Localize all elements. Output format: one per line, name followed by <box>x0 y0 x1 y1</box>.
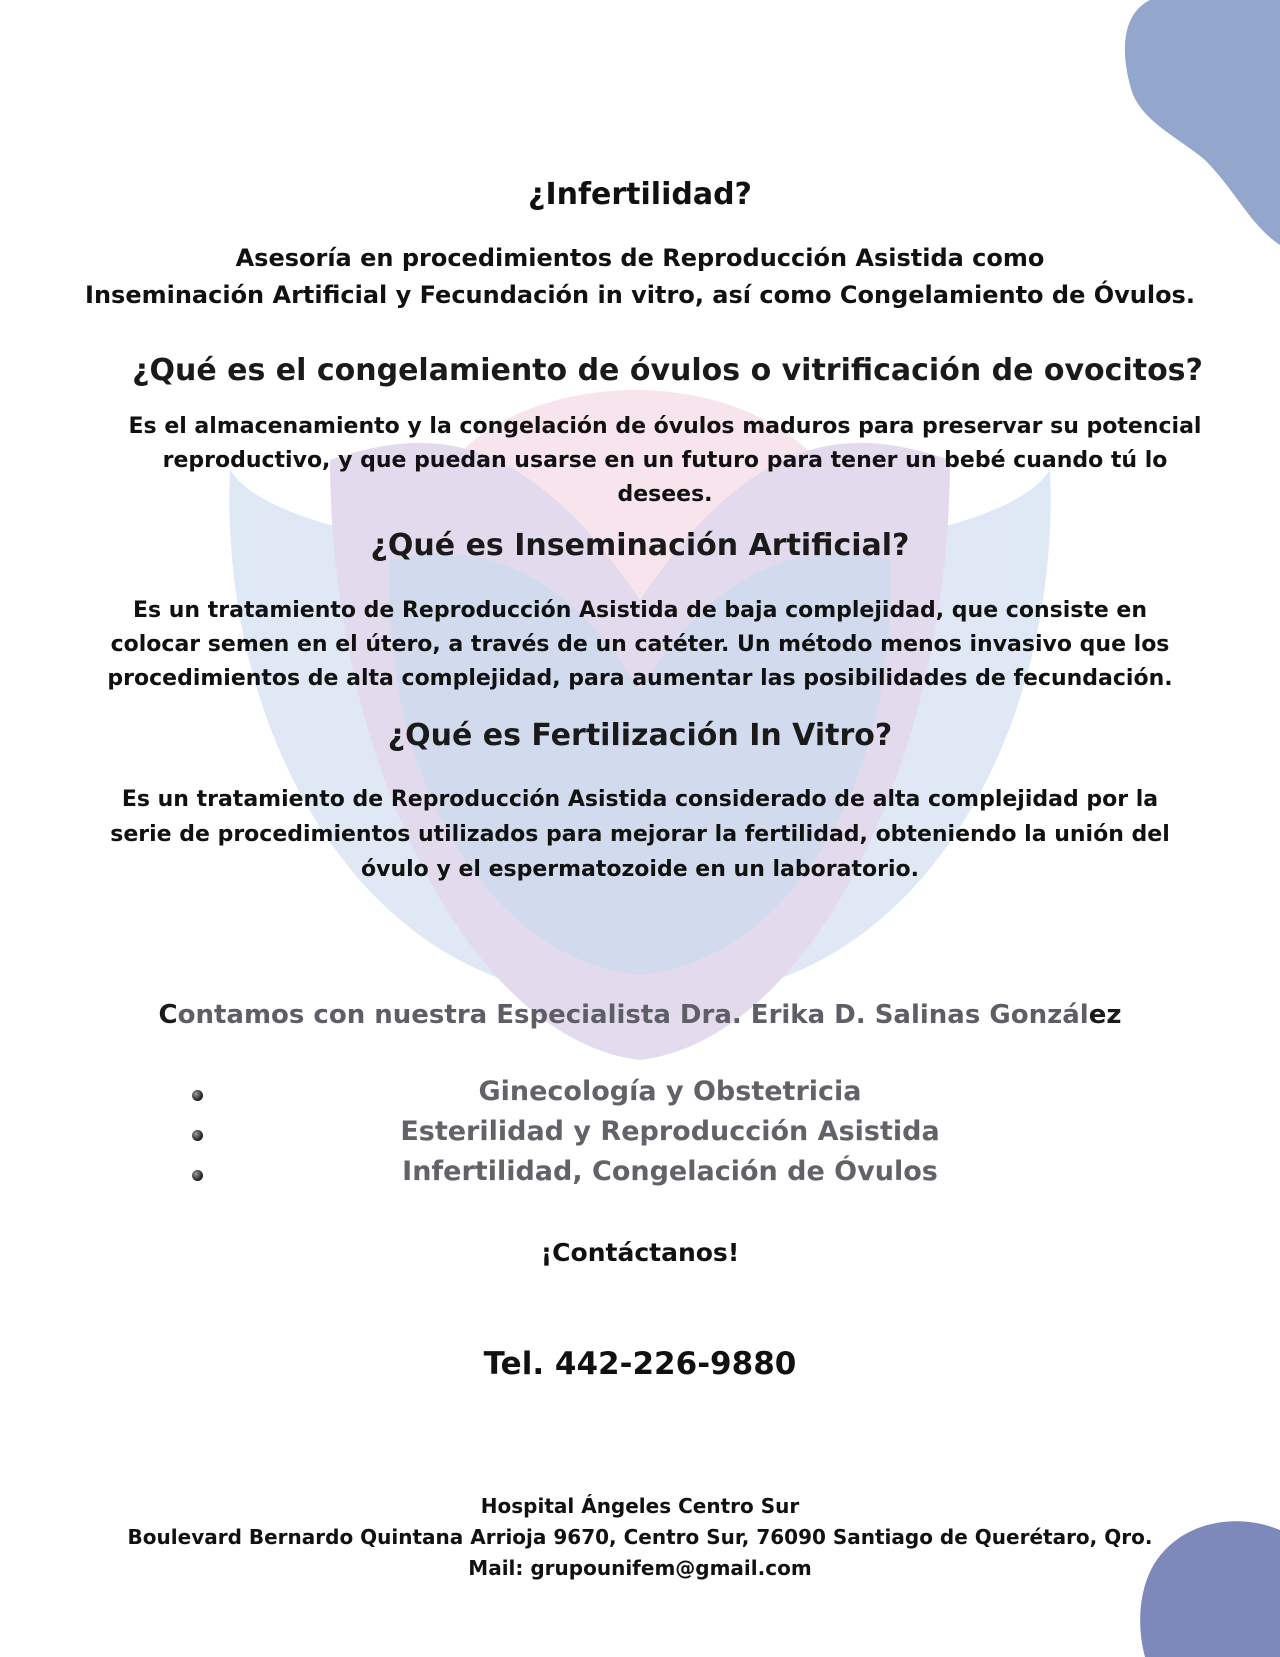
specialty-label: Ginecología y Obstetricia <box>478 1076 862 1107</box>
contact-heading: ¡Contáctanos! <box>540 1238 740 1267</box>
specialist-first-letter: C <box>158 1000 178 1030</box>
hospital-name: Hospital Ángeles Centro Sur <box>480 1494 800 1518</box>
page-title: ¿Infertilidad? <box>528 177 752 212</box>
specialist-last-letters: ez <box>1088 1000 1122 1030</box>
section-2-line-2: colocar semen en el útero, a través de un catéter. Un método menos invasivo que los <box>110 632 1170 657</box>
section-heading-egg-freezing: ¿Qué es el congelamiento de óvulos o vitrificación de ovocitos? <box>132 353 1203 388</box>
section-heading-ivf: ¿Qué es Fertilización In Vitro? <box>387 718 893 753</box>
section-3-line-1: Es un tratamiento de Reproducción Asistida considerado de alta complejidad por la <box>121 787 1159 812</box>
intro-line-2: Inseminación Artificial y Fecundación in vitro, así como Congelamiento de Óvulos. <box>85 281 1195 309</box>
list-item <box>0 1116 1280 1156</box>
section-2-line-3: procedimientos de alta complejidad, para aumentar las posibilidades de fecundación. <box>107 666 1173 691</box>
specialty-label: Infertilidad, Congelación de Óvulos <box>402 1156 938 1187</box>
specialist-text: ontamos con nuestra Especialista Dra. Erika D. Salinas Gonzál <box>177 1000 1089 1030</box>
list-item <box>0 1156 1280 1196</box>
section-1-line-2: reproductivo, y que puedan usarse en un futuro para tener un bebé cuando tú lo <box>162 448 1168 473</box>
section-heading-insemination: ¿Qué es Inseminación Artificial? <box>370 528 910 563</box>
bullet-icon <box>192 1130 203 1141</box>
specialty-label: Esterilidad y Reproducción Asistida <box>400 1116 940 1147</box>
section-2-line-1: Es un tratamiento de Reproducción Asistida de baja complejidad, que consiste en <box>132 598 1148 623</box>
section-3-line-2: serie de procedimientos utilizados para mejorar la fertilidad, obteniendo la unión del <box>110 822 1170 847</box>
section-1-line-1: Es el almacenamiento y la congelación de óvulos maduros para preservar su potencial <box>128 414 1202 439</box>
hospital-address: Boulevard Bernardo Quintana Arrioja 9670, Centro Sur, 76090 Santiago de Querétaro, Qro. <box>127 1525 1153 1549</box>
bullet-icon <box>192 1170 203 1181</box>
phone-number[interactable]: Tel. 442-226-9880 <box>483 1346 797 1382</box>
section-1-line-3: desees. <box>617 482 713 507</box>
contact-email[interactable]: Mail: grupounifem@gmail.com <box>468 1556 812 1580</box>
bullet-icon <box>192 1090 203 1101</box>
section-3-line-3: óvulo y el espermatozoide en un laboratorio. <box>361 857 919 882</box>
intro-line-1: Asesoría en procedimientos de Reproducción Asistida como <box>235 244 1045 272</box>
list-item <box>0 1076 1280 1116</box>
specialist-line <box>0 1000 1280 1030</box>
